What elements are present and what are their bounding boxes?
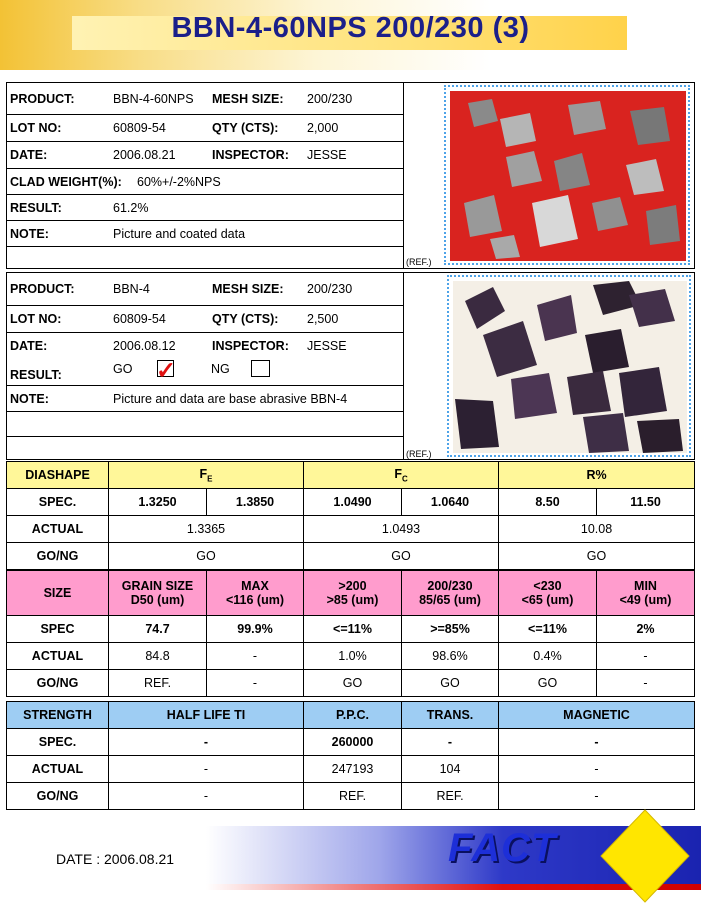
note-row bbox=[7, 221, 404, 247]
table-cell: - bbox=[109, 783, 304, 810]
table-cell: - bbox=[499, 729, 695, 756]
table-cell: 10.08 bbox=[499, 516, 695, 543]
table-cell: 247193 bbox=[304, 756, 402, 783]
inspector-value: JESSE bbox=[307, 339, 347, 353]
note-row-2 bbox=[7, 386, 404, 412]
ref-label: (REF.) bbox=[406, 449, 432, 459]
gong-label: GO/NG bbox=[7, 783, 109, 810]
result-row bbox=[7, 195, 404, 221]
table-cell: 104 bbox=[402, 756, 499, 783]
fc-header: $F_C$ bbox=[304, 462, 499, 489]
gong-label: GO/NG bbox=[7, 670, 109, 697]
size-col-header: 200/230 85/65 (um) bbox=[402, 571, 499, 616]
table-cell: GO bbox=[304, 543, 499, 570]
blank-row bbox=[7, 412, 404, 437]
fact-logo: FACT bbox=[448, 826, 557, 870]
mesh-label: MESH SIZE: bbox=[212, 91, 284, 106]
gong-label: GO/NG bbox=[7, 543, 109, 570]
table-row bbox=[7, 729, 695, 756]
table-row bbox=[7, 670, 695, 697]
footer-date: DATE : 2006.08.21 bbox=[56, 851, 175, 867]
ppc-header: P.P.C. bbox=[304, 702, 402, 729]
table-cell: 11.50 bbox=[597, 489, 695, 516]
table-cell: 84.8 bbox=[109, 643, 207, 670]
result-label: RESULT: bbox=[10, 200, 62, 215]
table-cell: 1.0493 bbox=[304, 516, 499, 543]
table-row bbox=[7, 489, 695, 516]
table-cell: 98.6% bbox=[402, 643, 499, 670]
table-cell: 1.3365 bbox=[109, 516, 304, 543]
actual-label: ACTUAL bbox=[7, 643, 109, 670]
product-label: PRODUCT: bbox=[10, 282, 75, 296]
note-label: NOTE: bbox=[10, 226, 49, 241]
clad-row bbox=[7, 169, 404, 195]
qty-value: 2,000 bbox=[307, 121, 339, 135]
table-cell: REF. bbox=[304, 783, 402, 810]
table-cell: - bbox=[499, 756, 695, 783]
inspector-label: INSPECTOR: bbox=[212, 148, 289, 162]
size-col-header: <230 <65 (um) bbox=[499, 571, 597, 616]
base-grains-photo bbox=[447, 275, 691, 457]
table-cell: 1.3850 bbox=[207, 489, 304, 516]
result-label: RESULT: bbox=[10, 368, 62, 382]
table-cell: <=11% bbox=[499, 616, 597, 643]
clad-label: CLAD WEIGHT(%): bbox=[10, 174, 122, 189]
table-cell: GO bbox=[499, 543, 695, 570]
ref-label: (REF.) bbox=[406, 257, 432, 267]
date-label: DATE: bbox=[10, 339, 48, 353]
table-cell: 8.50 bbox=[499, 489, 597, 516]
go-label: GO bbox=[113, 362, 133, 376]
table-row bbox=[7, 783, 695, 810]
qty-label: QTY (CTS): bbox=[212, 121, 279, 135]
fe-header: $F_E$ bbox=[109, 462, 304, 489]
table-cell: - bbox=[207, 670, 304, 697]
table-cell: - bbox=[109, 729, 304, 756]
size-header: SIZE bbox=[7, 571, 109, 616]
spec-label: SPEC. bbox=[7, 489, 109, 516]
diashape-table bbox=[6, 461, 695, 570]
table-cell: 99.9% bbox=[207, 616, 304, 643]
check-mark-icon: ✓ bbox=[156, 357, 177, 385]
table-cell: - bbox=[597, 670, 695, 697]
actual-label: ACTUAL bbox=[7, 756, 109, 783]
result-row-2 bbox=[7, 359, 404, 386]
lot-row-2 bbox=[7, 306, 404, 333]
spec-label: SPEC. bbox=[7, 729, 109, 756]
lot-label: LOT NO: bbox=[10, 312, 62, 326]
lot-value: 60809-54 bbox=[113, 312, 166, 326]
qty-value: 2,500 bbox=[307, 312, 339, 326]
table-cell: REF. bbox=[402, 783, 499, 810]
lot-value: 60809-54 bbox=[113, 121, 166, 135]
table-cell: - bbox=[597, 643, 695, 670]
strength-header: STRENGTH bbox=[7, 702, 109, 729]
coated-product-panel bbox=[6, 82, 695, 269]
product-label: PRODUCT: bbox=[10, 91, 75, 106]
table-cell: - bbox=[109, 756, 304, 783]
table-row bbox=[7, 616, 695, 643]
date-value: 2006.08.12 bbox=[113, 339, 176, 353]
date-value: 2006.08.21 bbox=[113, 148, 176, 162]
diashape-header-row bbox=[7, 462, 695, 489]
date-row bbox=[7, 142, 404, 169]
size-col-header: >200 >85 (um) bbox=[304, 571, 402, 616]
half-life-header: HALF LIFE TI bbox=[109, 702, 304, 729]
size-col-header: GRAIN SIZE D50 (um) bbox=[109, 571, 207, 616]
lot-row bbox=[7, 115, 404, 142]
note-value: Picture and data are base abrasive BBN-4 bbox=[113, 391, 348, 406]
inspector-label: INSPECTOR: bbox=[212, 339, 289, 353]
trans-header: TRANS. bbox=[402, 702, 499, 729]
actual-label: ACTUAL bbox=[7, 516, 109, 543]
panel-divider bbox=[403, 273, 404, 459]
table-cell: 1.0% bbox=[304, 643, 402, 670]
magnetic-header: MAGNETIC bbox=[499, 702, 695, 729]
base-abrasive-panel bbox=[6, 272, 695, 460]
size-col-header: MAX <116 (um) bbox=[207, 571, 304, 616]
strength-table bbox=[6, 701, 695, 810]
result-value: 61.2% bbox=[113, 200, 149, 215]
diamond-logo-icon bbox=[599, 808, 691, 904]
ng-checkbox[interactable] bbox=[251, 360, 270, 377]
coated-grains-photo bbox=[444, 85, 690, 265]
strength-header-row bbox=[7, 702, 695, 729]
mesh-label: MESH SIZE: bbox=[212, 282, 284, 296]
table-cell: 260000 bbox=[304, 729, 402, 756]
table-cell: 1.0490 bbox=[304, 489, 402, 516]
size-col-header: MIN <49 (um) bbox=[597, 571, 695, 616]
product-row-2 bbox=[7, 273, 404, 306]
table-cell: 1.3250 bbox=[109, 489, 207, 516]
table-cell: - bbox=[207, 643, 304, 670]
lot-label: LOT NO: bbox=[10, 121, 62, 135]
size-header-row bbox=[7, 571, 695, 616]
table-row bbox=[7, 756, 695, 783]
note-label: NOTE: bbox=[10, 391, 49, 406]
table-cell: 1.0640 bbox=[402, 489, 499, 516]
table-cell: 0.4% bbox=[499, 643, 597, 670]
product-row bbox=[7, 83, 404, 115]
spec-label: SPEC bbox=[7, 616, 109, 643]
coated-grains-image bbox=[450, 91, 686, 261]
qty-label: QTY (CTS): bbox=[212, 312, 279, 326]
r-header: R% bbox=[499, 462, 695, 489]
diashape-header: DIASHAPE bbox=[7, 462, 109, 489]
table-cell: - bbox=[402, 729, 499, 756]
inspector-value: JESSE bbox=[307, 148, 347, 162]
date-label: DATE: bbox=[10, 148, 48, 162]
table-cell: 2% bbox=[597, 616, 695, 643]
table-cell: REF. bbox=[109, 670, 207, 697]
product-value: BBN-4-60NPS bbox=[113, 91, 194, 106]
table-cell: 74.7 bbox=[109, 616, 207, 643]
date-row-2 bbox=[7, 333, 404, 359]
base-grains-image bbox=[453, 281, 687, 453]
table-cell: GO bbox=[109, 543, 304, 570]
mesh-value: 200/230 bbox=[307, 91, 353, 106]
mesh-value: 200/230 bbox=[307, 282, 353, 296]
table-cell: GO bbox=[402, 670, 499, 697]
table-cell: <=11% bbox=[304, 616, 402, 643]
table-cell: >=85% bbox=[402, 616, 499, 643]
product-value: BBN-4 bbox=[113, 282, 150, 296]
table-cell: GO bbox=[304, 670, 402, 697]
table-row bbox=[7, 516, 695, 543]
panel-divider bbox=[403, 83, 404, 268]
ng-label: NG bbox=[211, 362, 230, 376]
table-cell: GO bbox=[499, 670, 597, 697]
note-value: Picture and coated data bbox=[113, 226, 246, 241]
page-title: BBN-4-60NPS 200/230 (3) bbox=[171, 12, 530, 44]
size-table bbox=[6, 570, 695, 697]
table-row bbox=[7, 543, 695, 570]
table-cell: - bbox=[499, 783, 695, 810]
clad-value: 60%+/-2%NPS bbox=[137, 174, 221, 189]
table-row bbox=[7, 643, 695, 670]
